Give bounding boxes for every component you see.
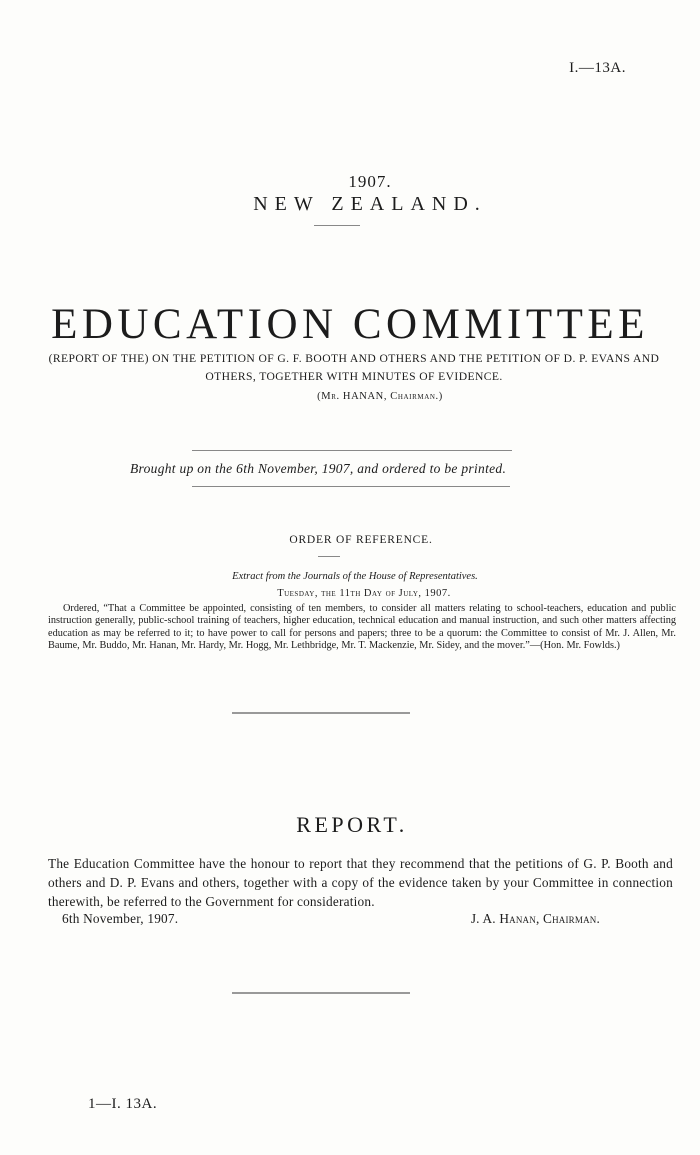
divider [318,556,340,557]
footer-page-reference: 1—I. 13A. [88,1096,158,1112]
year: 1907. [348,172,392,191]
document-subtitle: (REPORT OF THE) ON THE PETITION OF G. F. BOOTH AND OTHERS AND THE PETITION OF D. P. EVANS AND OTHERS, TOGETHER WITH MINUTES OF EVIDENCE. [48,352,660,383]
document-title: EDUCATION COMMITTEE [51,301,649,348]
report-signature-line [62,911,600,927]
document-reference: I.—13A. [569,60,626,76]
report-heading: REPORT. [296,812,408,837]
report-signature: J. A. Hanan, Chairman. [470,911,600,926]
report-date: 6th November, 1907. [62,911,179,926]
country-heading: NEW ZEALAND. [253,193,487,215]
order-of-reference-heading: ORDER OF REFERENCE. [289,534,433,546]
order-of-reference-body: Ordered, “That a Committee be appointed, consisting of ten members, to consider all matters relating to school-teachers, education and public instruction generally, public-school training of teachers, higher education, technical education and manual instruction, and such other matters affecting education as may be referred to it; to have power to call for persons and papers; three to be a quorum: the Committee to consist of Mr. J. Allen, Mr. Baume, Mr. Buddo, Mr. Hanan, Mr. Hardy, Mr. Hogg, Mr. Lethbridge, Mr. T. Mackenzie, Mr. Sidey, and the mover.”—(Hon. Mr. Fowlds.) [48,603,676,652]
divider [314,225,360,226]
divider [232,992,410,994]
divider [232,712,410,714]
report-body: The Education Committee have the honour to report that they recommend that the petitions of G. P. Booth and others and D. P. Evans and others, together with a copy of the evidence taken by your Committee in connection therewith, be referred to the Government for consideration. [48,856,673,909]
extract-note: Extract from the Journals of the House of Representatives. [232,571,478,582]
order-date: Tuesday, the 11th Day of July, 1907. [277,588,451,599]
brought-up-line: Brought up on the 6th November, 1907, and ordered to be printed. [130,461,507,476]
divider [192,450,512,451]
chairman-note: (Mr. HANAN, Chairman.) [317,391,443,402]
divider [192,486,510,487]
